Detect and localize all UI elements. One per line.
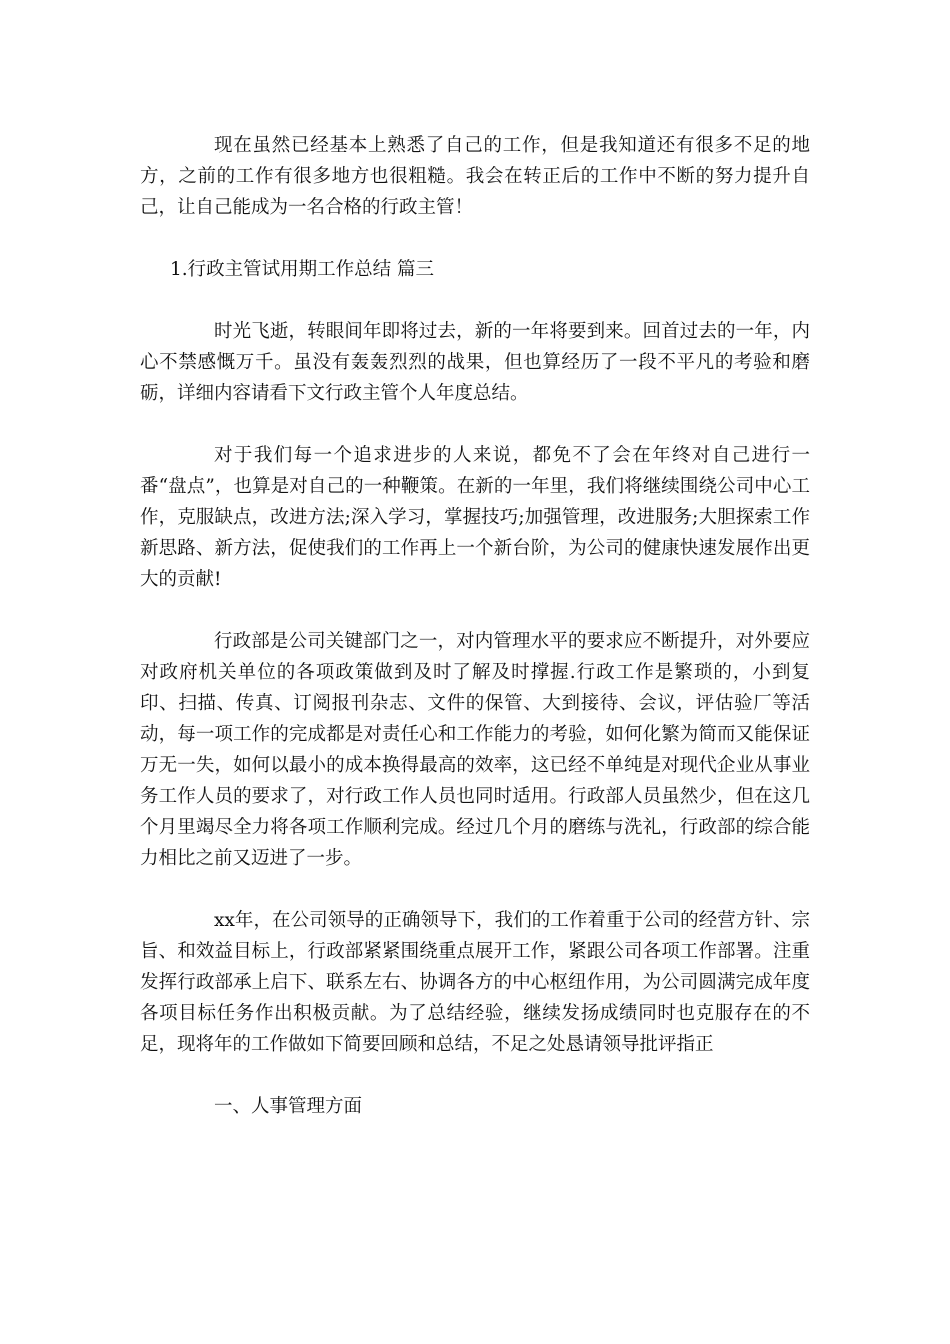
paragraph-year-summary: xx年，在公司领导的正确领导下，我们的工作着重于公司的经营方针、宗旨、和效益目标上，行政部紧紧围绕重点展开工作，紧跟公司各项工作部署。注重发挥行政部承上启下、联系左右、协调各方的中心枢纽作用，为公司圆满完成年度各项目标任务作出积极贡献。为了总结经验，继续发扬成绩同时也克服存在的不足，现将年的工作做如下简要回顾和总结，不足之处恳请领导批评指正: [140, 910, 810, 1055]
document-body: [140, 130, 810, 1122]
paragraph-opening: 时光飞逝，转眼间年即将过去，新的一年将要到来。回首过去的一年，内心不禁感慨万千。虽没有轰轰烈烈的战果，但也算经历了一段不平凡的考验和磨砺，详细内容请看下文行政主管个人年度总结。: [140, 321, 810, 404]
article-heading: 1.行政主管试用期工作总结 篇三: [170, 259, 435, 280]
paragraph-department: 行政部是公司关键部门之一，对内管理水平的要求应不断提升，对外要应对政府机关单位的各项政策做到及时了解及时撑握.行政工作是繁琐的，小到复印、扫描、传真、订阅报刊杂志、文件的保管、大到接待、会议，评估验厂等活动，每一项工作的完成都是对责任心和工作能力的考验，如何化繁为简而又能保证万无一失，如何以最小的成本换得最高的效率，这已经不单纯是对现代企业从事业务工作人员的要求了，对行政工作人员也同时适用。行政部人员虽然少，但在这几个月里竭尽全力将各项工作顺利完成。经过几个月的磨练与洗礼，行政部的综合能力相比之前又迈进了一步。: [140, 631, 810, 869]
paragraph-intro: 现在虽然已经基本上熟悉了自己的工作，但是我知道还有很多不足的地方，之前的工作有很多地方也很粗糙。我会在转正后的工作中不断的努力提升自己，让自己能成为一名合格的行政主管！: [140, 135, 810, 218]
section-title: 一、人事管理方面: [214, 1096, 363, 1117]
paragraph-review: 对于我们每一个追求进步的人来说，都免不了会在年终对自己进行一番“盘点”，也算是对自己的一种鞭策。在新的一年里，我们将继续围绕公司中心工作，克服缺点，改进方法;深入学习，掌握技巧;加强管理，改进服务;大胆探索工作新思路、新方法，促使我们的工作再上一个新台阶，为公司的健康快速发展作出更大的贡献!: [140, 445, 810, 590]
